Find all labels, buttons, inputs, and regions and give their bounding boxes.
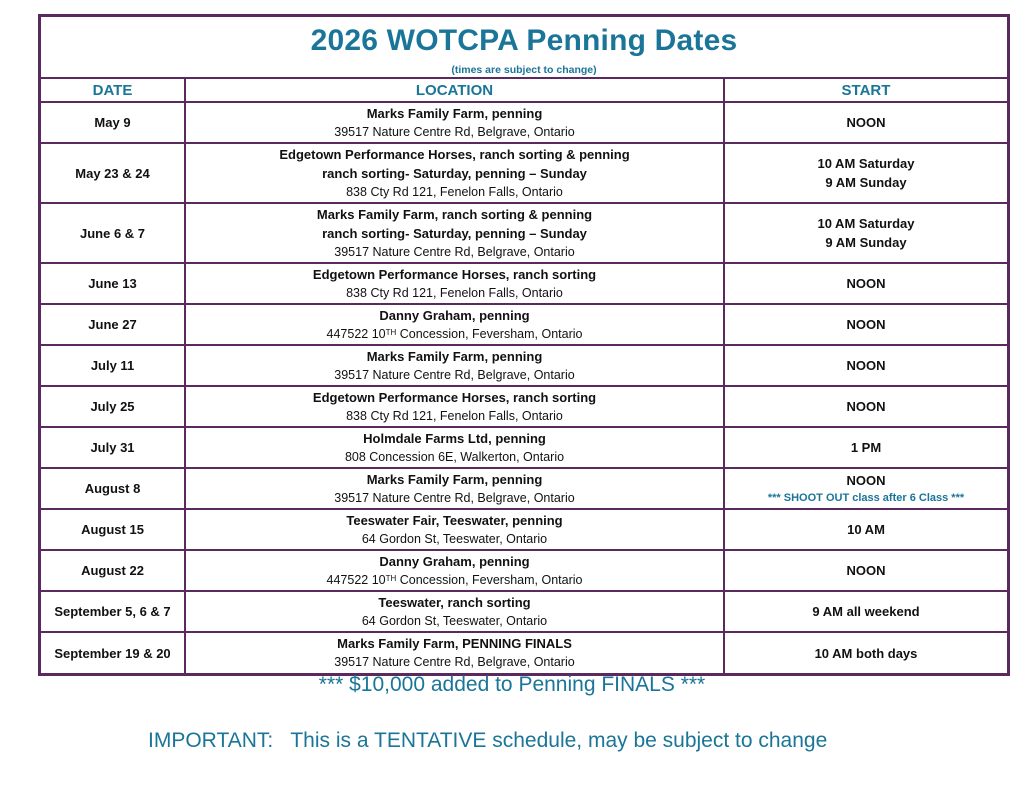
venue-line: Danny Graham, penning: [379, 553, 530, 569]
table-row: [41, 427, 1007, 468]
date-cell: July 31: [41, 427, 185, 468]
venue-line: Edgetown Performance Horses, ranch sorting & penning: [279, 146, 630, 162]
table-row: [41, 509, 1007, 550]
location-cell: [185, 263, 724, 304]
page-title: 2026 WOTCPA Penning Dates: [310, 24, 738, 57]
date-cell: July 11: [41, 345, 185, 386]
start-cell: [724, 304, 1007, 345]
start-cell: [724, 102, 1007, 143]
table-row: [41, 591, 1007, 632]
venue-line: ranch sorting- Saturday, penning – Sunday: [322, 165, 587, 181]
start-cell: [724, 509, 1007, 550]
date-cell: June 27: [41, 304, 185, 345]
address-line: 64 Gordon St, Teeswater, Ontario: [361, 531, 548, 546]
ordinal-suffix: TH: [385, 327, 397, 337]
location-cell: [185, 304, 724, 345]
start-time: 1 PM: [850, 440, 882, 455]
venue-line: Holmdale Farms Ltd, penning: [363, 430, 546, 446]
date-cell: May 23 & 24: [41, 143, 185, 203]
start-time: 10 AM both days: [814, 645, 918, 661]
start-time: 10 AM: [847, 522, 885, 537]
address-line: 39517 Nature Centre Rd, Belgrave, Ontario: [334, 655, 575, 669]
location-cell: [185, 632, 724, 673]
start-cell: [724, 468, 1007, 509]
address-rest: Concession, Feversham, Ontario: [396, 572, 583, 587]
venue-line: Marks Family Farm, penning: [366, 471, 543, 487]
date-cell: August 8: [41, 468, 185, 509]
address-line: 39517 Nature Centre Rd, Belgrave, Ontario: [334, 490, 575, 505]
header-location: LOCATION: [185, 79, 724, 102]
table-row: [41, 468, 1007, 509]
venue-line: Teeswater Fair, Teeswater, penning: [346, 512, 563, 528]
start-cell: [724, 263, 1007, 304]
address-number: 447522 10: [326, 572, 386, 587]
location-cell: [185, 203, 724, 263]
start-cell: [724, 550, 1007, 591]
table-row: [41, 386, 1007, 427]
table-row: [41, 345, 1007, 386]
important-note: IMPORTANT: This is a TENTATIVE schedule, may be subject to change: [148, 729, 828, 752]
venue-line: ranch sorting- Saturday, penning – Sunday: [322, 225, 587, 241]
start-time: NOON: [846, 276, 886, 291]
venue-line: Edgetown Performance Horses, ranch sorting: [312, 266, 597, 282]
location-cell: [185, 345, 724, 386]
header-date: DATE: [41, 79, 185, 102]
start-cell: [724, 386, 1007, 427]
start-time: NOON: [846, 472, 886, 488]
schedule-table: [41, 79, 1007, 673]
date-cell: May 9: [41, 102, 185, 143]
venue-line: Marks Family Farm, ranch sorting & penning: [316, 206, 593, 222]
start-cell: [724, 345, 1007, 386]
venue-line: Marks Family Farm, penning: [366, 348, 543, 364]
table-row: [41, 102, 1007, 143]
location-cell: [185, 386, 724, 427]
address-line: 808 Concession 6E, Walkerton, Ontario: [344, 449, 565, 464]
location-cell: [185, 427, 724, 468]
start-cell: [724, 591, 1007, 632]
date-cell: September 5, 6 & 7: [41, 591, 185, 632]
shootout-note: *** SHOOT OUT class after 6 Class ***: [767, 491, 965, 504]
address-line: [190, 325, 719, 344]
date-cell: September 19 & 20: [41, 632, 185, 673]
start-cell: [724, 203, 1007, 263]
start-time: NOON: [846, 358, 886, 373]
venue-line: Teeswater, ranch sorting: [378, 594, 531, 610]
location-cell: [185, 550, 724, 591]
start-time: NOON: [846, 563, 886, 578]
location-cell: [185, 591, 724, 632]
table-row: [41, 632, 1007, 673]
start-time: NOON: [846, 115, 886, 130]
start-time: NOON: [846, 399, 886, 414]
start-cell: [724, 632, 1007, 673]
table-body: [41, 102, 1007, 673]
start-time: 9 AM Sunday: [825, 175, 907, 190]
address-line: 838 Cty Rd 121, Fenelon Falls, Ontario: [346, 184, 563, 199]
start-time: 9 AM all weekend: [812, 604, 920, 619]
date-cell: August 22: [41, 550, 185, 591]
table-row: [41, 550, 1007, 591]
venue-line: Marks Family Farm, PENNING FINALS: [337, 636, 572, 651]
address-line: 39517 Nature Centre Rd, Belgrave, Ontario: [334, 124, 575, 139]
date-cell: June 13: [41, 263, 185, 304]
start-cell: [724, 143, 1007, 203]
schedule-sheet: [38, 14, 1010, 676]
page-subtitle: (times are subject to change): [451, 64, 597, 76]
venue-line: Edgetown Performance Horses, ranch sorting: [312, 389, 597, 405]
venue-line: Marks Family Farm, penning: [366, 105, 543, 121]
table-row: [41, 143, 1007, 203]
address-line: 39517 Nature Centre Rd, Belgrave, Ontario: [334, 367, 575, 382]
address-line: 39517 Nature Centre Rd, Belgrave, Ontario: [334, 244, 575, 259]
address-line: 838 Cty Rd 121, Fenelon Falls, Ontario: [346, 408, 563, 423]
start-time: 10 AM Saturday: [817, 156, 915, 171]
start-time: NOON: [846, 317, 886, 332]
table-row: [41, 304, 1007, 345]
table-row: [41, 263, 1007, 304]
address-line: 64 Gordon St, Teeswater, Ontario: [361, 613, 548, 628]
location-cell: [185, 143, 724, 203]
location-cell: [185, 509, 724, 550]
location-cell: [185, 102, 724, 143]
start-cell: [724, 427, 1007, 468]
header-start: START: [724, 79, 1007, 102]
table-header-row: [41, 79, 1007, 102]
table-row: [41, 203, 1007, 263]
location-cell: [185, 468, 724, 509]
prize-note: *** $10,000 added to Penning FINALS ***: [318, 673, 706, 696]
start-time: 10 AM Saturday: [817, 216, 915, 231]
address-line: [190, 571, 719, 590]
date-cell: July 25: [41, 386, 185, 427]
date-cell: August 15: [41, 509, 185, 550]
date-cell: June 6 & 7: [41, 203, 185, 263]
venue-line: Danny Graham, penning: [379, 307, 530, 323]
start-time: 9 AM Sunday: [825, 235, 907, 250]
address-number: 447522 10: [326, 326, 386, 341]
title-block: [41, 17, 1007, 79]
address-line: 838 Cty Rd 121, Fenelon Falls, Ontario: [346, 285, 563, 300]
address-rest: Concession, Feversham, Ontario: [396, 326, 583, 341]
ordinal-suffix: TH: [385, 573, 397, 583]
